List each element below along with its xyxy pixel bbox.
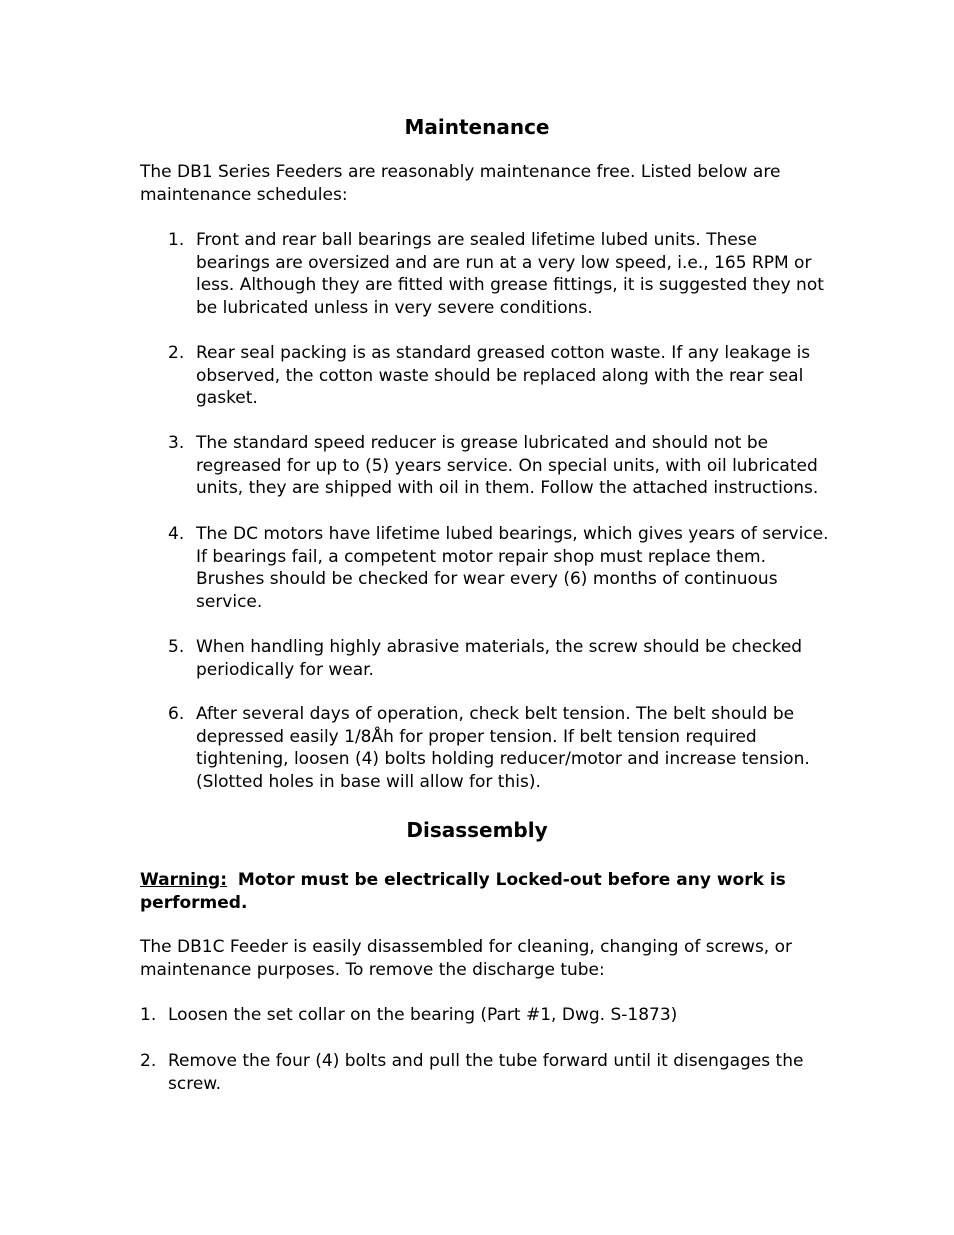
- item-line: be lubricated unless in very severe conditions.: [196, 298, 593, 319]
- item-number: 1.: [140, 1005, 157, 1025]
- item-text: [196, 636, 802, 681]
- item-line: regreased for up to (5) years service. On special units, with oil lubricated: [196, 455, 818, 476]
- item-line: The DC motors have lifetime lubed bearings, which gives years of service.: [196, 524, 829, 544]
- warning-block: [140, 869, 820, 914]
- item-line: Loosen the set collar on the bearing (Part #1, Dwg. S-1873): [168, 1005, 678, 1025]
- item-text: [196, 432, 818, 500]
- item-text: [196, 229, 824, 320]
- item-number: 4.: [168, 524, 185, 544]
- item-line: Rear seal packing is as standard greased cotton waste. If any leakage is: [196, 343, 811, 363]
- item-number: 2.: [168, 343, 185, 363]
- maintenance-intro-line: maintenance schedules:: [140, 184, 348, 205]
- item-line: periodically for wear.: [196, 659, 374, 680]
- item-text: [196, 523, 829, 614]
- maintenance-intro-line: The DB1 Series Feeders are reasonably maintenance free. Listed below are: [140, 162, 781, 182]
- item-line: observed, the cotton waste should be replaced along with the rear seal: [196, 365, 804, 386]
- item-line: (Slotted holes in base will allow for this).: [196, 772, 541, 793]
- item-line: When handling highly abrasive materials, the screw should be checked: [196, 637, 803, 657]
- maintenance-intro: [140, 161, 820, 206]
- item-line: less. Although they are fitted with grease fittings, it is suggested they not: [196, 275, 824, 296]
- item-text: [196, 342, 810, 410]
- item-number: 6.: [168, 704, 185, 724]
- item-line: If bearings fail, a competent motor repair shop must replace them.: [196, 546, 766, 567]
- item-line: service.: [196, 592, 263, 613]
- item-line: tightening, loosen (4) bolts holding reducer/motor and increase tension.: [196, 749, 810, 770]
- item-number: 1.: [168, 230, 185, 250]
- item-line: After several days of operation, check belt tension. The belt should be: [196, 704, 795, 724]
- item-line: bearings are oversized and are run at a very low speed, i.e., 165 RPM or: [196, 252, 812, 273]
- disassembly-intro-line: The DB1C Feeder is easily disassembled for cleaning, changing of screws, or: [140, 937, 793, 957]
- item-line: The standard speed reducer is grease lubricated and should not be: [196, 433, 769, 453]
- maintenance-heading: Maintenance: [404, 115, 550, 139]
- warning-line: [140, 869, 820, 892]
- item-text: [196, 703, 810, 794]
- item-line: depressed easily 1/8Åh for proper tension. If belt tension required: [196, 726, 757, 747]
- item-line: units, they are shipped with oil in them. Follow the attached instructions.: [196, 478, 819, 499]
- item-line: screw.: [168, 1073, 222, 1094]
- warning-text: performed.: [140, 892, 248, 913]
- item-line: Brushes should be checked for wear every (6) months of continuous: [196, 569, 778, 590]
- item-text: [168, 1004, 677, 1027]
- disassembly-heading: Disassembly: [406, 818, 548, 842]
- item-number: 5.: [168, 637, 185, 657]
- item-number: 2.: [140, 1051, 157, 1071]
- disassembly-intro-line: maintenance purposes. To remove the discharge tube:: [140, 959, 605, 980]
- item-text: [168, 1050, 803, 1095]
- item-line: gasket.: [196, 388, 258, 409]
- warning-text: Motor must be electrically Locked-out before any work is: [237, 870, 786, 890]
- warning-label: Warning:: [140, 870, 228, 890]
- item-line: Remove the four (4) bolts and pull the tube forward until it disengages the: [168, 1051, 804, 1071]
- item-number: 3.: [168, 433, 185, 453]
- disassembly-intro: [140, 936, 820, 981]
- item-line: Front and rear ball bearings are sealed lifetime lubed units. These: [196, 230, 758, 250]
